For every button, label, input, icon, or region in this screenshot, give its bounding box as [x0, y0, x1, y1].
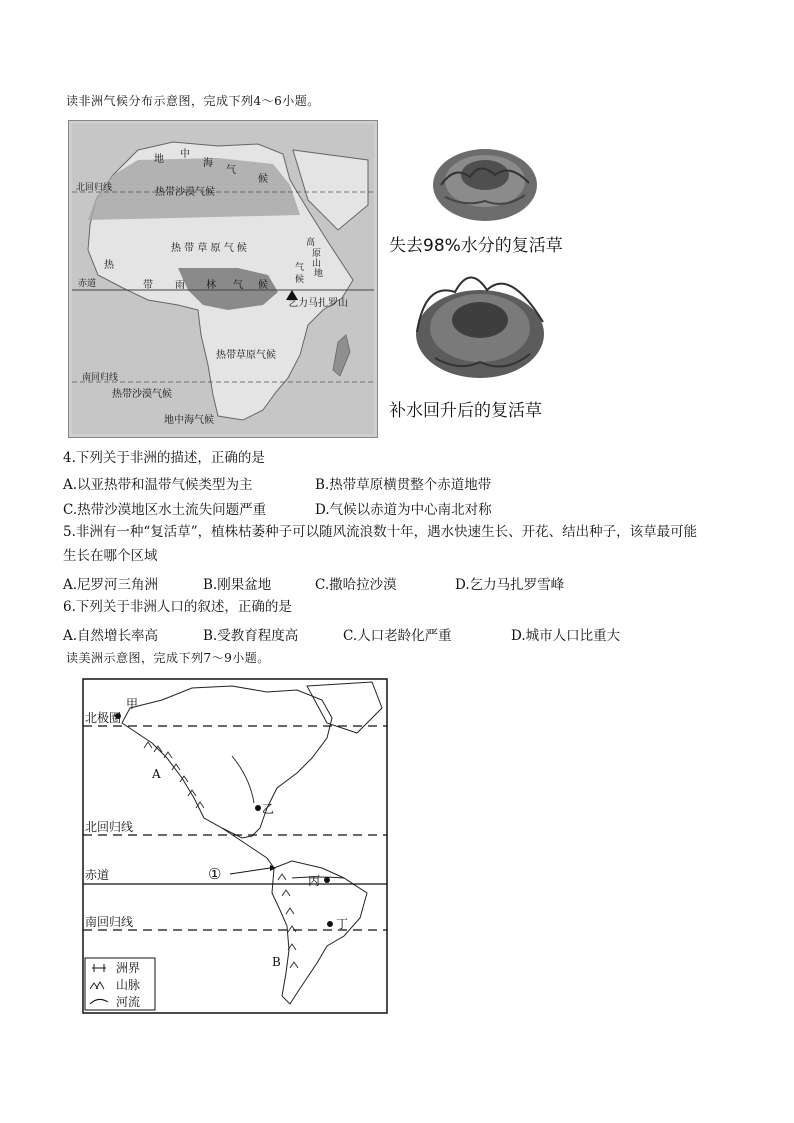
- africa-label-highland-6: 候: [295, 275, 305, 285]
- question-6-option-c: C.人口老龄化严重: [343, 628, 452, 644]
- africa-label-highland-1: 高: [306, 238, 316, 248]
- africa-label-desert-north: 热带沙漠气候: [155, 187, 215, 198]
- question-5-option-c: C.撒哈拉沙漠: [315, 577, 397, 593]
- africa-label-equator: 赤道: [78, 279, 97, 289]
- question-5-option-a: A.尼罗河三角洲: [63, 577, 159, 593]
- america-map: [82, 678, 388, 1014]
- question-4-stem: 4.下列关于非洲的描述，正确的是: [63, 450, 265, 466]
- africa-label-med-north-3: 海: [203, 158, 213, 169]
- question-6-stem: 6.下列关于非洲人口的叙述，正确的是: [63, 599, 292, 615]
- africa-label-savanna-north: 热 带 草 原 气 候: [171, 243, 247, 254]
- africa-label-tropic-capricorn: 南回归线: [82, 373, 119, 383]
- intro-america: 读美洲示意图，完成下列7～9小题。: [66, 651, 270, 665]
- question-6-option-a: A.自然增长率高: [63, 628, 159, 644]
- africa-label-kilimanjaro: 乞力马扎罗山: [288, 298, 348, 309]
- question-5-option-b: B.刚果盆地: [203, 577, 272, 593]
- america-label-jia: 甲: [126, 697, 139, 711]
- africa-label-rain-2: 带: [143, 280, 153, 291]
- america-label-a: A: [152, 767, 161, 781]
- america-label-bing: 丙: [308, 874, 321, 888]
- america-label-yi: 乙: [262, 802, 275, 816]
- africa-label-med-north-1: 地: [154, 154, 164, 165]
- africa-label-highland-4: 地: [314, 269, 324, 279]
- africa-label-desert-south: 热带沙漠气候: [112, 389, 172, 400]
- africa-label-med-north-2: 中: [180, 149, 190, 160]
- africa-climate-map: [68, 120, 378, 438]
- africa-label-highland-3: 山: [312, 259, 322, 269]
- america-label-circle1: ①: [208, 865, 222, 883]
- africa-label-rain-3: 雨: [175, 280, 185, 291]
- question-6-option-d: D.城市人口比重大: [511, 628, 621, 644]
- question-5-stem-line1: 5.非洲有一种“复活草”，植株枯萎种子可以随风流浪数十年，遇水快速生长、开花、结出种子，该草最可能: [63, 524, 698, 540]
- legend-river-label: 河流: [116, 995, 141, 1009]
- africa-label-med-north-5: 候: [258, 174, 268, 185]
- america-label-ding: 丁: [336, 917, 349, 931]
- africa-label-med-north-4: 气: [226, 165, 236, 176]
- africa-label-highland-2: 原: [312, 249, 322, 259]
- america-label-tropic-cancer: 北回归线: [85, 820, 134, 834]
- africa-label-savanna-south: 热带草原气候: [216, 350, 276, 361]
- america-label-arctic: 北极圈: [85, 711, 122, 725]
- africa-label-highland-5: 气: [295, 263, 305, 273]
- question-6-option-b: B.受教育程度高: [203, 628, 299, 644]
- america-label-tropic-capricorn: 南回归线: [85, 915, 134, 929]
- africa-label-rain-6: 候: [258, 280, 268, 291]
- question-5-option-d: D.乞力马扎罗雪峰: [455, 577, 565, 593]
- question-4-option-c: C.热带沙漠地区水土流失问题严重: [63, 502, 267, 518]
- question-4-option-a: A.以亚热带和温带气候类型为主: [63, 477, 253, 493]
- question-4-option-b: B.热带草原横贯整个赤道地带: [315, 477, 492, 493]
- wet-resurrection-plant-image: [405, 262, 555, 384]
- america-label-b: B: [272, 955, 281, 969]
- legend-boundary-label: 洲界: [116, 961, 141, 975]
- africa-label-rain-5: 气: [233, 280, 243, 291]
- america-label-equator: 赤道: [85, 868, 110, 882]
- dry-plant-caption: 失去98%水分的复活草: [389, 236, 563, 256]
- wet-plant-caption: 补水回升后的复活草: [389, 401, 542, 421]
- africa-label-tropic-cancer: 北回归线: [76, 183, 113, 193]
- africa-label-rain-4: 林: [206, 280, 216, 291]
- intro-africa: 读非洲气候分布示意图，完成下列4～6小题。: [66, 94, 320, 108]
- africa-label-rain-1: 热: [104, 260, 114, 271]
- question-5-stem-line2: 生长在哪个区域: [63, 548, 158, 564]
- africa-label-med-south: 地中海气候: [164, 415, 214, 426]
- dry-resurrection-plant-image: [425, 135, 545, 227]
- legend-mountain-label: 山脉: [116, 978, 141, 992]
- question-4-option-d: D.气候以赤道为中心南北对称: [315, 502, 492, 518]
